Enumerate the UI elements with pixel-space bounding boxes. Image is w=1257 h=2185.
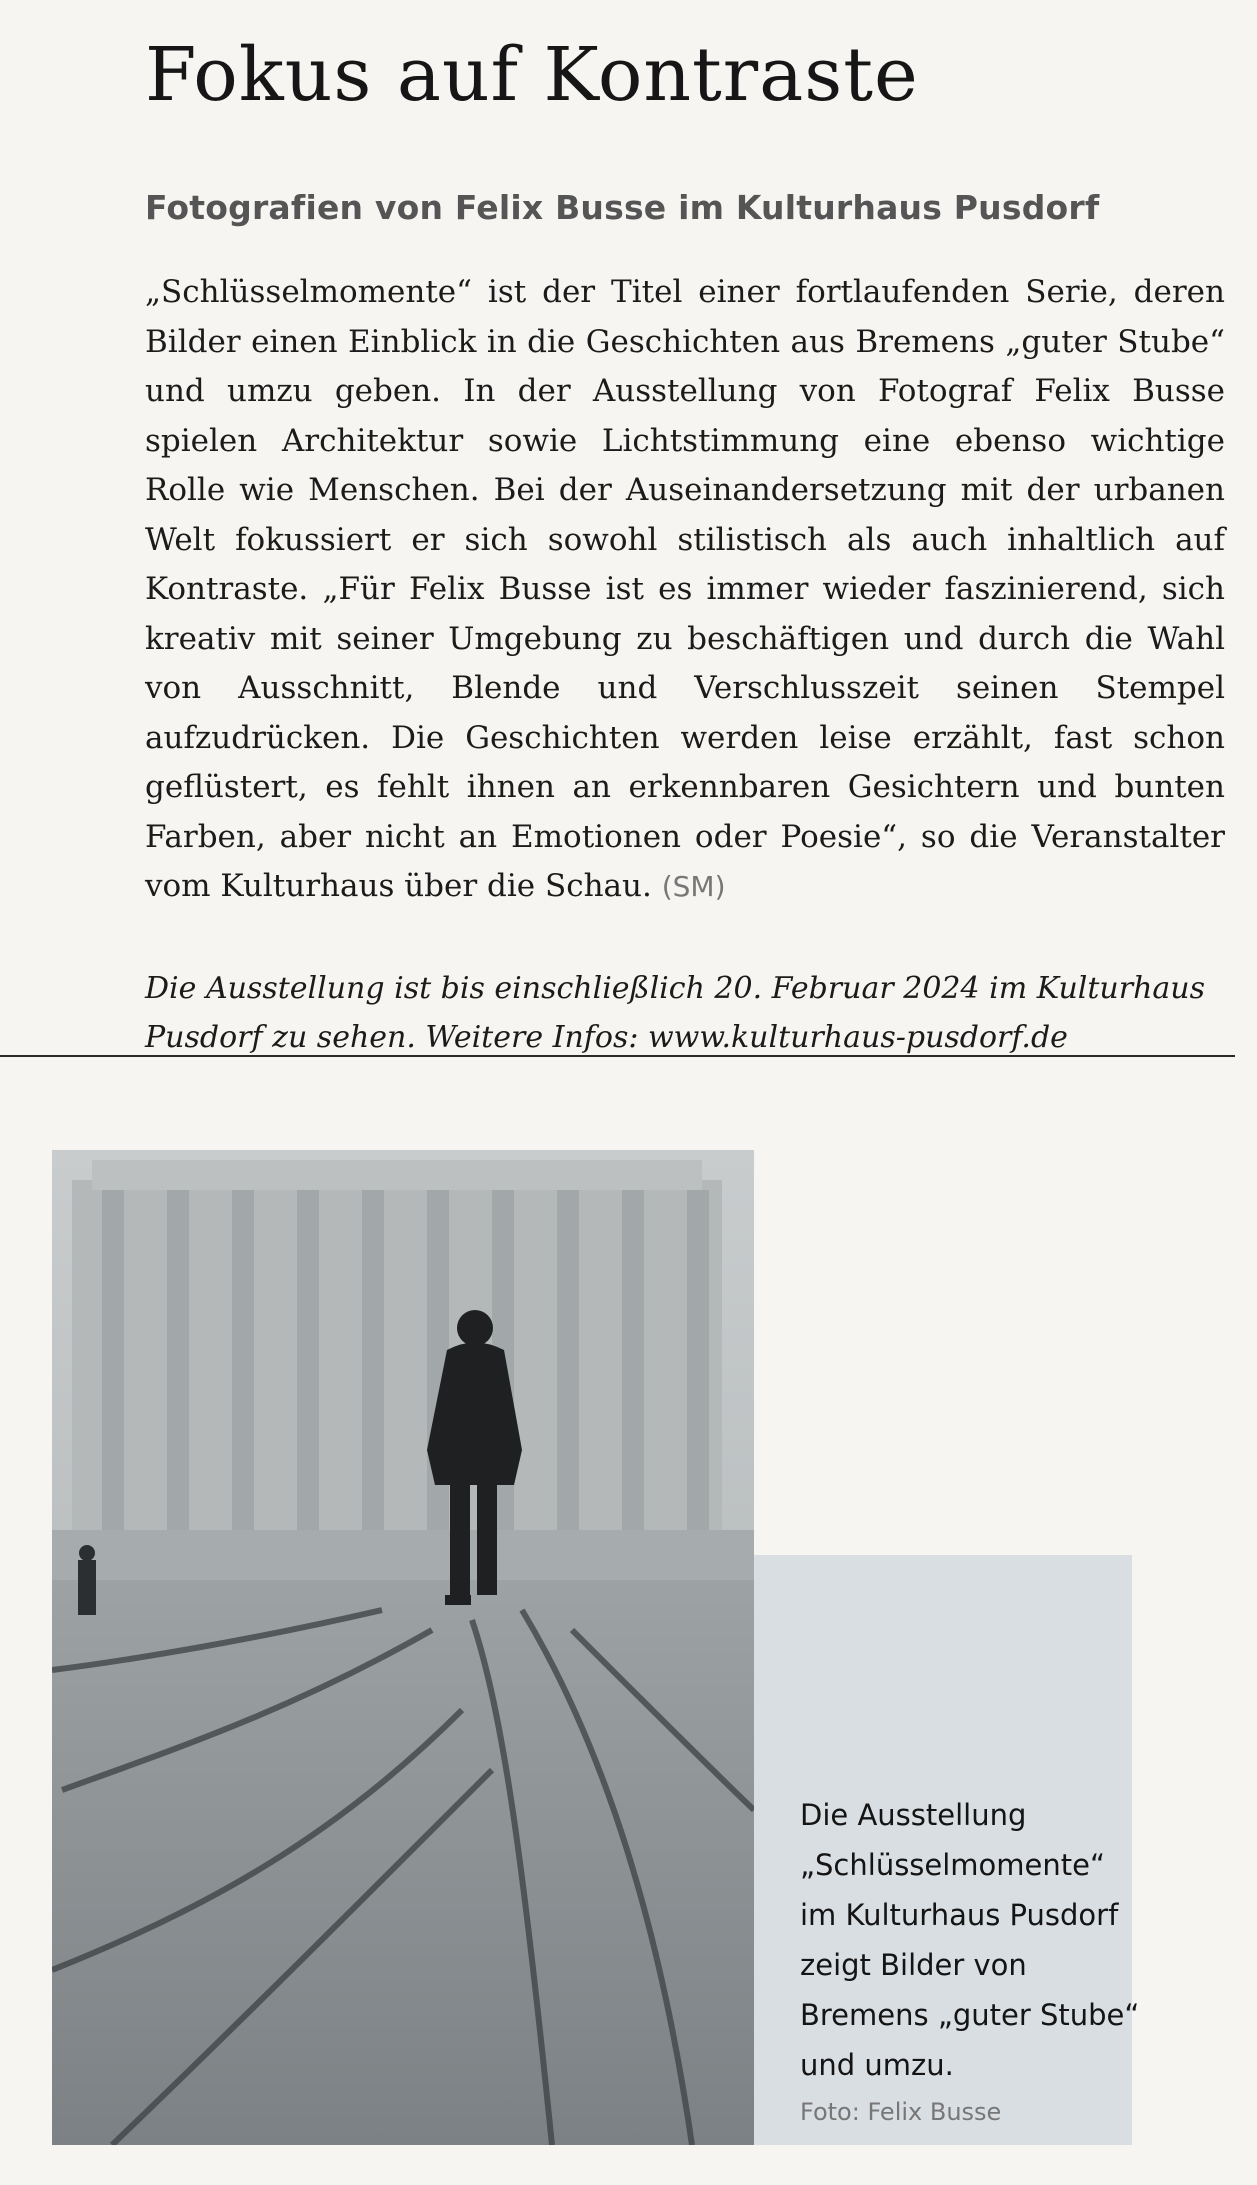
article [145,30,1225,1062]
author-initials: (SM) [661,870,726,903]
exhibition-info: Die Ausstellung ist bis einschließlich 20. Februar 2024 im Kulturhaus Pusdorf zu sehen. Weitere Infos: www.kulturhaus-pusdorf.de [145,970,1206,1055]
photo-caption: Die Ausstellung „Schlüsselmomente“ im Kulturhaus Pusdorf zeigt Bilder von Bremens „guter Stube“ und umzu. [800,1798,1140,2082]
exhibition-photo [52,1150,754,2145]
photo-credit: Foto: Felix Busse [800,2098,1002,2126]
subheadline: Fotografien von Felix Busse im Kulturhaus Pusdorf [145,188,1100,227]
article-body [145,268,1225,912]
section-divider [0,1055,1235,1057]
article-body-text: „Schlüsselmomente“ ist der Titel einer fortlaufenden Serie, deren Bilder einen Einblick in die Geschichten aus Bremens „guter Stube“ und umzu geben. In der Ausstellung von Fotograf Felix Busse spielen Architektur sowie Lichtstimmung eine ebenso wichtige Rolle wie Menschen. Bei der Auseinandersetzung mit der urbanen Welt fokussiert er sich sowohl stilistisch als auch inhaltlich auf Kontraste. „Für Felix Busse ist es immer wieder faszinierend, sich kreativ mit seiner Umgebung zu beschäftigen und durch die Wahl von Ausschnitt, Blende und Verschlusszeit seinen Stempel aufzudrücken. Die Geschichten werden leise erzählt, fast schon geflüstert, es fehlt ihnen an erkennbaren Gesichtern und bunten Farben, aber nicht an Emotionen oder Poesie“, so die Veranstalter vom Kulturhaus über die Schau. [145,274,1225,904]
headline: Fokus auf Kontraste [145,32,919,118]
photo-illustration [52,1150,754,2145]
